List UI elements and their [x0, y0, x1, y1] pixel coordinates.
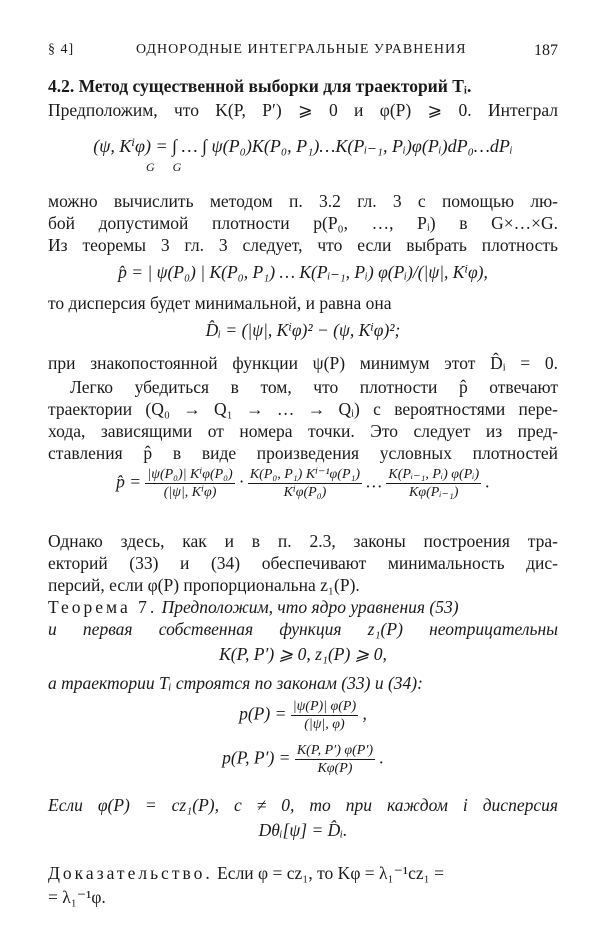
paragraph-line: ставления p̂ в виде произведения условных плотностей	[48, 443, 558, 463]
theorem-line: Если φ(P) = cz₁(P), c ≠ 0, то при каждом i дисперсия	[48, 795, 558, 815]
subsection-heading: 4.2. Метод существенной выборки для траекторий Tᵢ.	[48, 76, 472, 96]
fraction	[291, 698, 358, 733]
denominator: Kφ(P)	[317, 761, 353, 776]
fraction	[386, 466, 481, 501]
equation-initial-density: p(P) = $\frac{|\psi(P)| \varphi(P)}{(|\psi|, \varphi)}$ ,	[239, 699, 367, 732]
paragraph-line: при знакопостоянной функции ψ(P) минимум этот D̂ᵢ = 0.	[48, 353, 558, 373]
denominator: Kⁱφ(P₀)	[283, 485, 327, 500]
eq4-lhs: p̂ =	[116, 471, 142, 492]
proof-line: = λ₁⁻¹φ.	[48, 887, 106, 907]
paragraph-line: траектории (Q₀ → Q₁ → … → Qᵢ) с вероятностями пере-	[48, 399, 558, 419]
page-number: 187	[534, 42, 558, 59]
eq6-lhs: p(P) =	[239, 703, 287, 724]
paragraph-line: Легко убедиться в том, что плотности p̂ отвечают	[70, 377, 558, 397]
theorem-label: Теорема 7.	[48, 597, 158, 617]
paragraph-line: можно вычислить методом п. 3.2 гл. 3 с помощью лю-	[48, 191, 558, 211]
paragraph-line: хода, зависящими от номера точки. Это следует из пред-	[48, 421, 558, 441]
paragraph-line: Из теоремы 3 гл. 3 следует, что если выбрать плотность	[48, 235, 558, 255]
eq7-lhs: p(P, P′) =	[222, 747, 291, 768]
numerator: K(P₀, P₁) Kⁱ⁻¹φ(P₁)	[249, 467, 361, 482]
equation-nonnegativity: K(P, P′) ⩾ 0, z₁(P) ⩾ 0,	[219, 644, 387, 664]
proof-text: Если φ = cz₁, то Kφ = λ₁⁻¹cz₁ =	[217, 863, 444, 883]
section-number: § 4]	[48, 42, 75, 57]
equation-product-density: p̂ = $\frac{\text{|ψ(P₀)| Kⁱφ(P₀)}}{\text{(|ψ|, Kⁱφ)}}$ · $\frac{\text{K(P₀, P₁) Kⁱ⁻¹φ(P₁)}}{\text{Kⁱφ(P₀)}}$ … $\frac{\text{K(Pᵢ₋₁, Pᵢ) φ(Pᵢ)}}{\text{Kφ(Pᵢ₋₁)}}$ .	[116, 467, 490, 500]
fraction	[295, 742, 375, 777]
denominator: Kφ(Pᵢ₋₁)	[409, 485, 459, 500]
theorem-line: а траектории Tᵢ строятся по законам (33) и (34):	[48, 673, 423, 693]
theorem-line	[48, 596, 558, 618]
denominator: (|ψ|, Kⁱφ)	[163, 485, 217, 500]
running-title: ОДНОРОДНЫЕ ИНТЕГРАЛЬНЫЕ УРАВНЕНИЯ	[136, 42, 467, 57]
paragraph-line: Однако здесь, как и в п. 2.3, законы построения тра-	[48, 531, 558, 551]
fraction	[248, 466, 362, 501]
paragraph-line: екторий (33) и (34) обеспечивают минимальность дис-	[48, 553, 558, 573]
equation-optimal-density: p̂ = | ψ(P₀) | K(P₀, P₁) … K(Pᵢ₋₁, Pᵢ) φ(Pᵢ)/(|ψ|, Kⁱφ),	[118, 262, 488, 282]
numerator: |ψ(P₀)| Kⁱφ(P₀)	[147, 467, 233, 482]
integral-limits: G G	[146, 160, 182, 174]
equation-dispersion: D̂ᵢ = (|ψ|, Kⁱφ)² − (ψ, Kⁱφ)²;	[205, 320, 401, 340]
numerator: K(P, P′) φ(P′)	[296, 743, 374, 758]
paragraph-line: то дисперсия будет минимальной, и равна она	[48, 293, 392, 313]
theorem-line: и первая собственная функция z₁(P) неотрицательны	[48, 619, 558, 639]
paragraph-line: Предположим, что K(P, P′) ⩾ 0 и φ(P) ⩾ 0. Интеграл	[48, 100, 558, 120]
fraction	[145, 466, 234, 501]
equation-dispersion-equality: Dθᵢ[ψ] = D̂ᵢ.	[258, 820, 348, 840]
theorem-text: Предположим, что ядро уравнения (53)	[161, 597, 459, 617]
equation-integral: (ψ, Kⁱφ) = ∫ … ∫ ψ(P₀)K(P₀, P₁)…K(Pᵢ₋₁, Pᵢ)φ(Pᵢ)dP₀…dPᵢ	[93, 136, 513, 156]
numerator: K(Pᵢ₋₁, Pᵢ) φ(Pᵢ)	[388, 467, 480, 482]
paragraph-line: бой допустимой плотности p(P₀, …, Pᵢ) в G×…×G.	[48, 213, 558, 233]
proof-line	[48, 862, 558, 884]
proof-label: Доказательство.	[48, 863, 213, 883]
equation-transition-density: p(P, P′) = $\frac{K(P, P') \varphi(P')}{K\varphi(P)}$ .	[222, 743, 384, 776]
denominator: (|ψ|, φ)	[304, 717, 345, 732]
paragraph-line: персий, если φ(P) пропорциональна z₁(P).	[48, 575, 360, 595]
numerator: |ψ(P)| φ(P)	[292, 699, 357, 714]
